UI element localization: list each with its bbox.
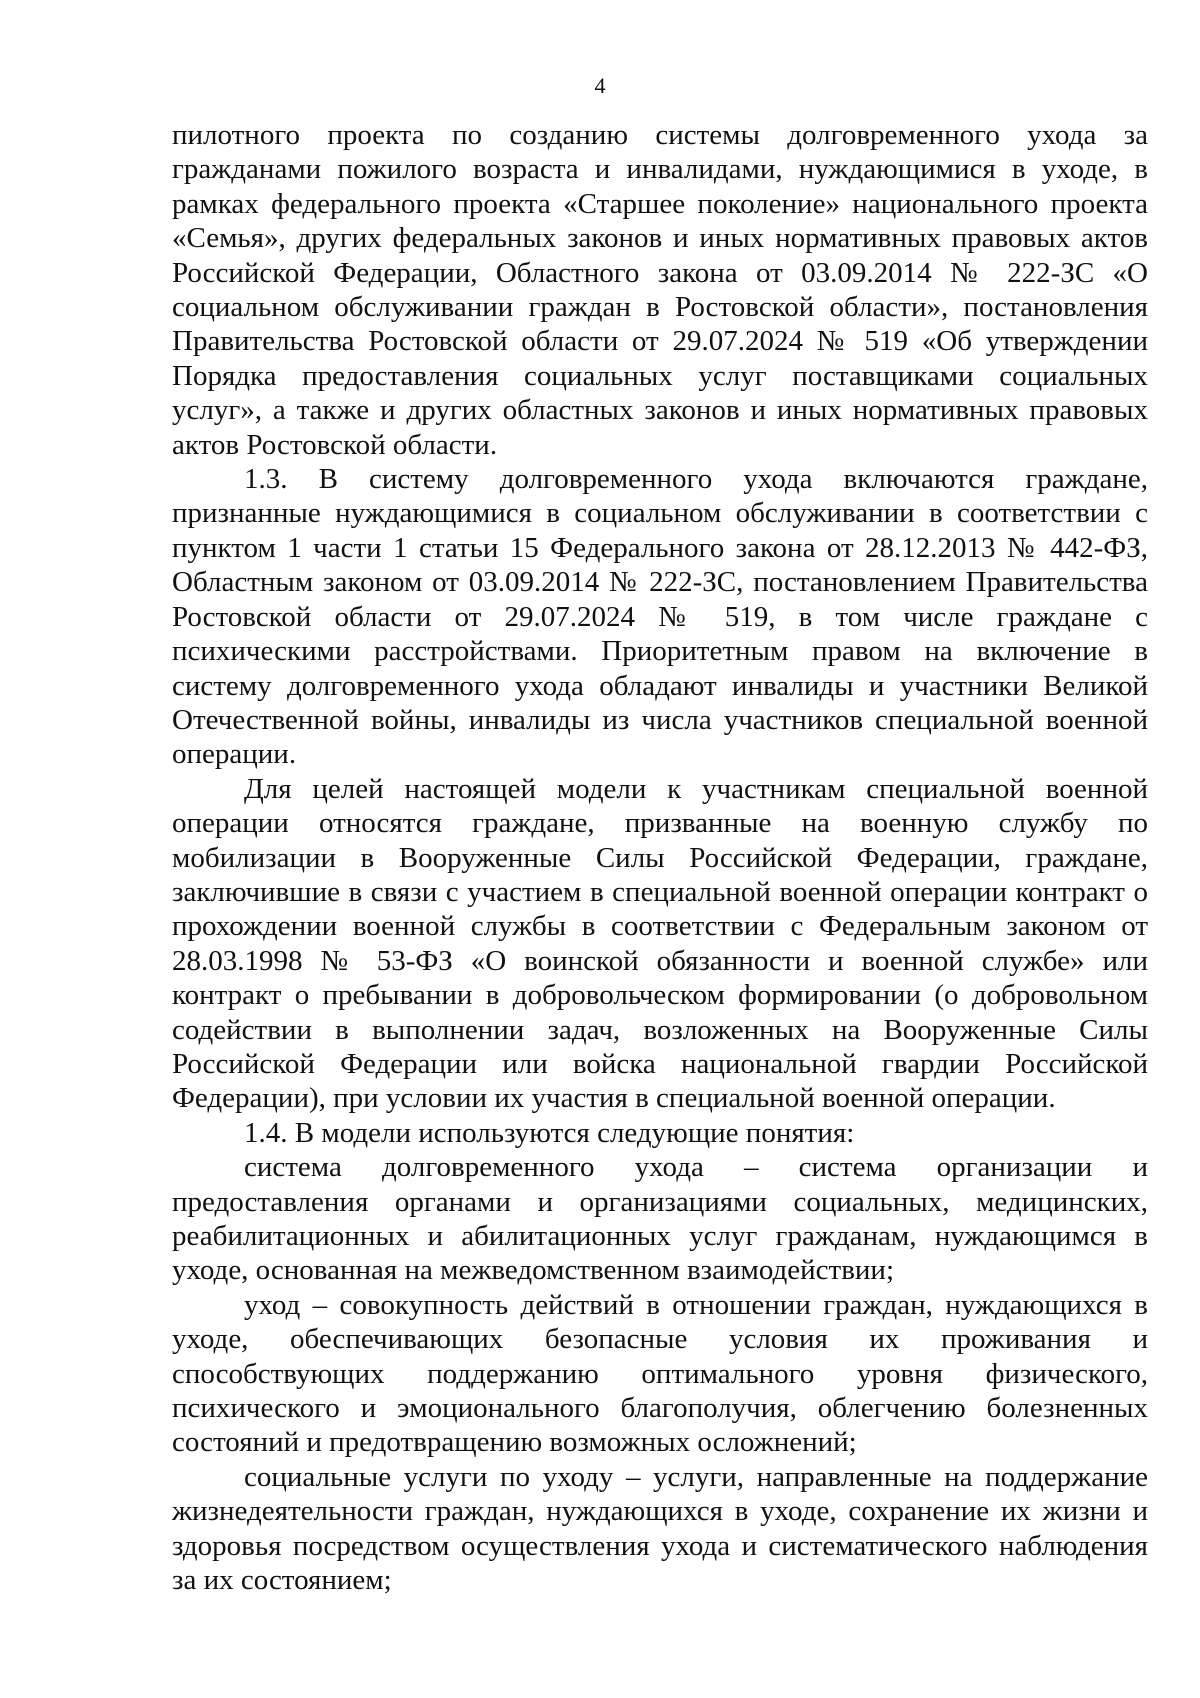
paragraph-1: пилотного проекта по созданию системы долговременного ухода за гражданами пожилого возраста и инвалидами, нуждающимися в уходе, в рамках федерального проекта «Старшее поколение» национального проекта «Семья», других федеральных законов и иных нормативных правовых актов Российской Федерации, Областного закона от 03.09.2014 № 222-ЗС «О социальном обслуживании граждан в Ростовской области», постановления Правительства Ростовской области от 29.07.2024 № 519 «Об утверждении Порядка предоставления социальных услуг поставщиками социальных услуг», а также и других областных законов и иных нормативных правовых актов Ростовской области.: [172, 119, 1148, 461]
paragraph-1-3: 1.3. В систему долговременного ухода включаются граждане, признанные нуждающимися в социальном обслуживании в соответствии с пунктом 1 части 1 статьи 15 Федерального закона от 28.12.2013 № 442-ФЗ, Областным законом от 03.09.2014 № 222-ЗС, постановлением Правительства Ростовской области от 29.07.2024 № 519, в том числе граждане с психическими расстройствами. Приоритетным правом на включение в систему долговременного ухода обладают инвалиды и участники Великой Отечественной войны, инвалиды из числа участников специальной военной операции.: [172, 463, 1148, 771]
definition-care: уход – совокупность действий в отношении граждан, нуждающихся в уходе, обеспечивающих безопасные условия их проживания и способствующих поддержанию оптимального уровня физического, психического и эмоционального благополучия, облегчению болезненных состояний и предотвращению возможных осложнений;: [172, 1288, 1148, 1459]
page-number: 4: [594, 73, 606, 98]
definition-social-care-services: социальные услуги по уходу – услуги, направленные на поддержание жизнедеятельности граждан, нуждающихся в уходе, сохранение их жизни и здоровья посредством осуществления ухода и систематического наблюдения за их состоянием;: [172, 1460, 1148, 1597]
definition-ltc-system: система долговременного ухода – система организации и предоставления органами и организациями социальных, медицинских, реабилитационных и абилитационных услуг гражданам, нуждающимся в уходе, основанная на межведомственном взаимодействии;: [172, 1151, 1148, 1287]
document-body: [172, 118, 1148, 1597]
paragraph-1-4: 1.4. В модели используются следующие понятия:: [244, 1116, 855, 1149]
paragraph-svo-definition: Для целей настоящей модели к участникам специальной военной операции относятся граждане, призванные на военную службу по мобилизации в Вооруженные Силы Российской Федерации, граждане, заключившие в связи с участием в специальной военной операции контракт о прохождении военной службы в соответствии с Федеральным законом от 28.03.1998 № 53-ФЗ «О воинской обязанности и военной службе» или контракт о пребывании в добровольческом формировании (о добровольном содействии в выполнении задач, возложенных на Вооруженные Силы Российской Федерации или войска национальной гвардии Российской Федерации), при условии их участия в специальной военной операции.: [172, 772, 1148, 1115]
